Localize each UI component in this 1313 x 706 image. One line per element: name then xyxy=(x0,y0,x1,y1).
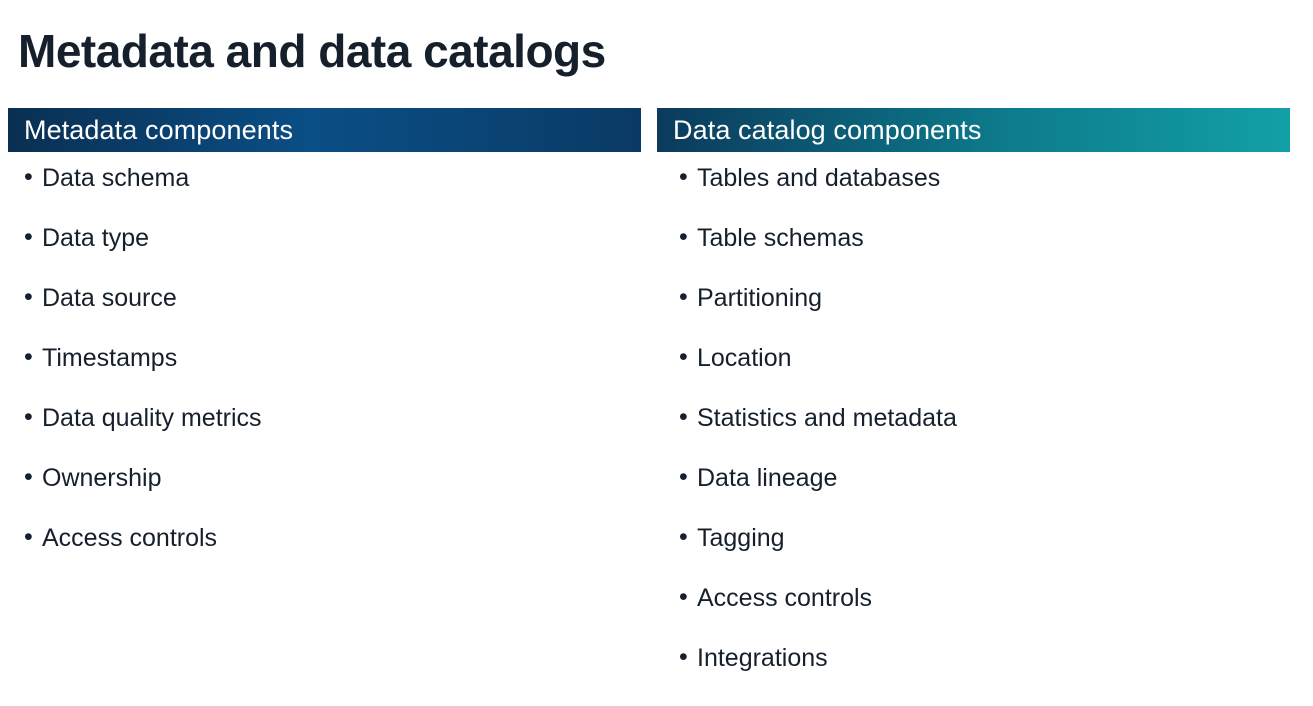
list-item-label: Data source xyxy=(42,284,177,312)
list-item-label: Location xyxy=(697,344,792,372)
list-item xyxy=(657,223,1290,252)
bullet-icon: • xyxy=(24,163,33,191)
list-item xyxy=(8,223,641,252)
list-item xyxy=(657,163,1290,192)
list-metadata-components xyxy=(8,152,641,551)
bullet-icon: • xyxy=(679,523,688,551)
bullet-icon: • xyxy=(679,463,688,491)
list-item xyxy=(657,643,1290,672)
bullet-icon: • xyxy=(24,223,33,251)
list-item-label: Integrations xyxy=(697,644,828,672)
bullet-icon: • xyxy=(679,163,688,191)
list-item-label: Tables and databases xyxy=(697,164,941,192)
page-title: Metadata and data catalogs xyxy=(18,25,606,77)
list-item xyxy=(657,283,1290,312)
list-item-label: Data lineage xyxy=(697,464,838,492)
bullet-icon: • xyxy=(24,463,33,491)
list-item-label: Data type xyxy=(42,224,150,252)
bullet-icon: • xyxy=(679,583,688,611)
list-item-label: Access controls xyxy=(42,524,218,552)
bullet-icon: • xyxy=(679,223,688,251)
bullet-icon: • xyxy=(679,283,688,311)
list-item xyxy=(8,283,641,312)
list-item-label: Partitioning xyxy=(697,284,823,312)
list-item-label: Tagging xyxy=(697,524,785,552)
list-data-catalog-components xyxy=(657,152,1290,671)
list-item xyxy=(657,583,1290,612)
list-item xyxy=(8,343,641,372)
list-item xyxy=(657,403,1290,432)
bullet-icon: • xyxy=(24,283,33,311)
list-item-label: Table schemas xyxy=(697,224,864,252)
column-header-data-catalog-components: Data catalog components xyxy=(657,108,1290,152)
bullet-icon: • xyxy=(679,403,688,431)
list-item-label: Data schema xyxy=(42,164,190,192)
bullet-icon: • xyxy=(24,343,33,371)
column-data-catalog-components xyxy=(657,108,1290,706)
bullet-icon: • xyxy=(24,403,33,431)
list-item-label: Ownership xyxy=(42,464,162,492)
bullet-icon: • xyxy=(679,343,688,371)
list-item-label: Timestamps xyxy=(42,344,178,372)
column-metadata-components xyxy=(8,108,641,706)
list-item xyxy=(657,343,1290,372)
bullet-icon: • xyxy=(679,643,688,671)
list-item xyxy=(657,523,1290,552)
list-item-label: Data quality metrics xyxy=(42,404,262,432)
bullet-icon: • xyxy=(24,523,33,551)
list-item-label: Access controls xyxy=(697,584,873,612)
list-item xyxy=(8,463,641,492)
column-header-metadata-components: Metadata components xyxy=(8,108,641,152)
list-item-label: Statistics and metadata xyxy=(697,404,957,432)
list-item xyxy=(8,523,641,552)
list-item xyxy=(657,463,1290,492)
list-item xyxy=(8,163,641,192)
list-item xyxy=(8,403,641,432)
two-column-layout xyxy=(8,108,1305,706)
